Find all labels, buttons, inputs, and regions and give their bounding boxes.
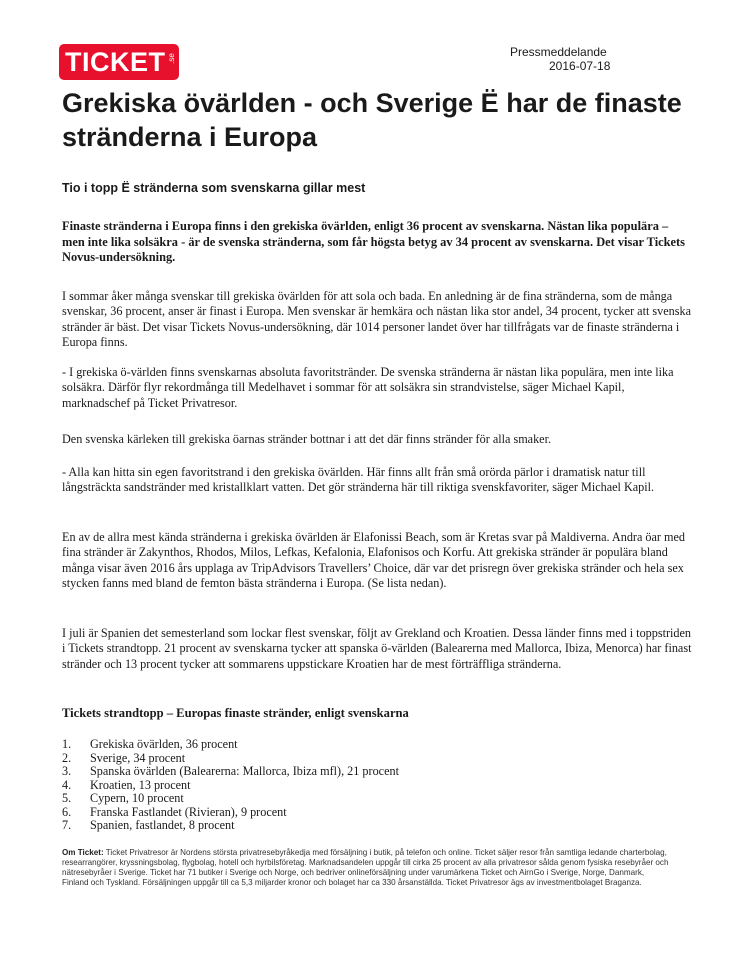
subtitle: Tio i topp Ë stränderna som svenskarna gillar mest — [62, 181, 366, 195]
logo-suffix: .se — [167, 53, 177, 64]
about-ticket — [62, 848, 672, 888]
body-paragraph: Den svenska kärleken till grekiska öarnas stränder bottnar i att det där finns stränder för alla smaker. — [62, 432, 552, 446]
body-paragraph: En av de allra mest kända stränderna i grekiska övärlden är Elafonissi Beach, som är Kretas svar på Maldiverna. Andra öar med fina stränder är Zakynthos, Rhodos, Milos, Lefkas, Kefalonia, Elafonisos och Korfu. Att grekiska stränder är populära bland många visar även 2016 års upplaga av TripAdvisors Travellers’ Choice, där var det prisregn över grekiska stränder och hela sex stycken fanns med bland de femton bästa stränderna i Europa. (Se lista nedan). — [62, 530, 686, 590]
list-item: 3. Spanska övärlden (Balearerna: Mallorca, Ibiza mfl), 21 procent — [62, 764, 399, 778]
ticket-logo — [59, 44, 181, 80]
list-item: 6. Franska Fastlandet (Rivieran), 9 procent — [62, 804, 287, 819]
document-date: 2016-07-18 — [549, 59, 611, 73]
list-title: Tickets strandtopp – Europas finaste stränder, enligt svenskarna — [62, 706, 409, 720]
document-type: Pressmeddelande — [510, 45, 607, 59]
list-item: 2. Sverige, 34 procent — [62, 750, 186, 765]
about-text: Ticket Privatresor är Nordens största privatresebyråkedja med försäljning i butik, på telefon och online. Ticket säljer resor från samtliga ledande charterbolag, researrangörer, kryssningsbolag, flygbolag, hotell och hyrbilsföretag. Marknadsandelen uppgår till cirka 25 procent av alla privatresor sålda genom fysiska resebyråer och nätresebyråer i Sverige. Ticket har 71 butiker i Sverige och Norge, och bedriver onlineförsäljning under varumärkena Ticket och AirnGo i Sverige, Norge, Danmark, Finland och Tyskland. Försäljningen uppgår till ca 5,3 miljarder kronor och bolaget har ca 330 årsanställda. Ticket Privatresor ägs av investmentbolaget Braganza. — [62, 848, 669, 887]
list-item: 1. Grekiska övärlden, 36 procent — [62, 737, 238, 751]
about-label: Om Ticket: — [62, 848, 104, 857]
beach-ranking-list — [62, 738, 399, 833]
lead-paragraph: Finaste stränderna i Europa finns i den grekiska övärlden, enligt 36 procent av svenskarna. Nästan lika populära – men inte lika solsäkra - är de svenska stränderna, som får högsta betyg av 34 procent av svenskarna. Det visar Tickets Novus-undersökning. — [62, 219, 685, 265]
quote-paragraph: - Alla kan hitta sin egen favoritstrand i den grekiska övärlden. Här finns allt från små orörda pärlor i dramatisk natur till långsträckta sandstränder med kristallklart vatten. Det gör stränderna här till riktiga svenskfavoriter, säger Michael Kapil. — [62, 465, 655, 495]
logo-text: TICKET — [65, 47, 166, 77]
list-item: 4. Kroatien, 13 procent — [62, 777, 191, 792]
body-paragraph: I juli är Spanien det semesterland som lockar flest svenskar, följt av Grekland och Kroatien. Dessa länder finns med i toppstriden i Tickets strandtopp. 21 procent av svenskarna tycker att spanska ö-världen (Balearerna med Mallorca, Ibiza, Menorca) har finast stränder och 13 procent tycker att sommarens uppstickare Kroatien har de mest förträffliga stränderna. — [62, 626, 692, 671]
quote-paragraph: - I grekiska ö-världen finns svenskarnas absoluta favoritstränder. De svenska stränderna är nästan lika populära, men inte lika solsäkra. Därför flyr rekordmånga till Medelhavet i sommar för att solsäkra sin strandvistelse, säger Michael Kapil, marknadschef på Ticket Privatresor. — [62, 365, 674, 410]
list-item: 5. Cypern, 10 procent — [62, 791, 184, 805]
page-title: Grekiska övärlden - och Sverige Ë har de finaste stränderna i Europa — [62, 88, 682, 152]
body-paragraph: I sommar åker många svenskar till grekiska övärlden för att sola och bada. En anledning är de fina stränderna, som de många svenskar, 36 procent, anser är finast i Europa. Men svenskar är hemkära och nästan lika stor andel, 34 procent, tycker att svenska stränder är bäst. Det visar Tickets Novus-undersökning, där 1014 personer landet över har tillfrågats var de finaste stränderna i Europa finns. — [62, 289, 691, 349]
list-item: 7. Spanien, fastlandet, 8 procent — [62, 818, 235, 832]
